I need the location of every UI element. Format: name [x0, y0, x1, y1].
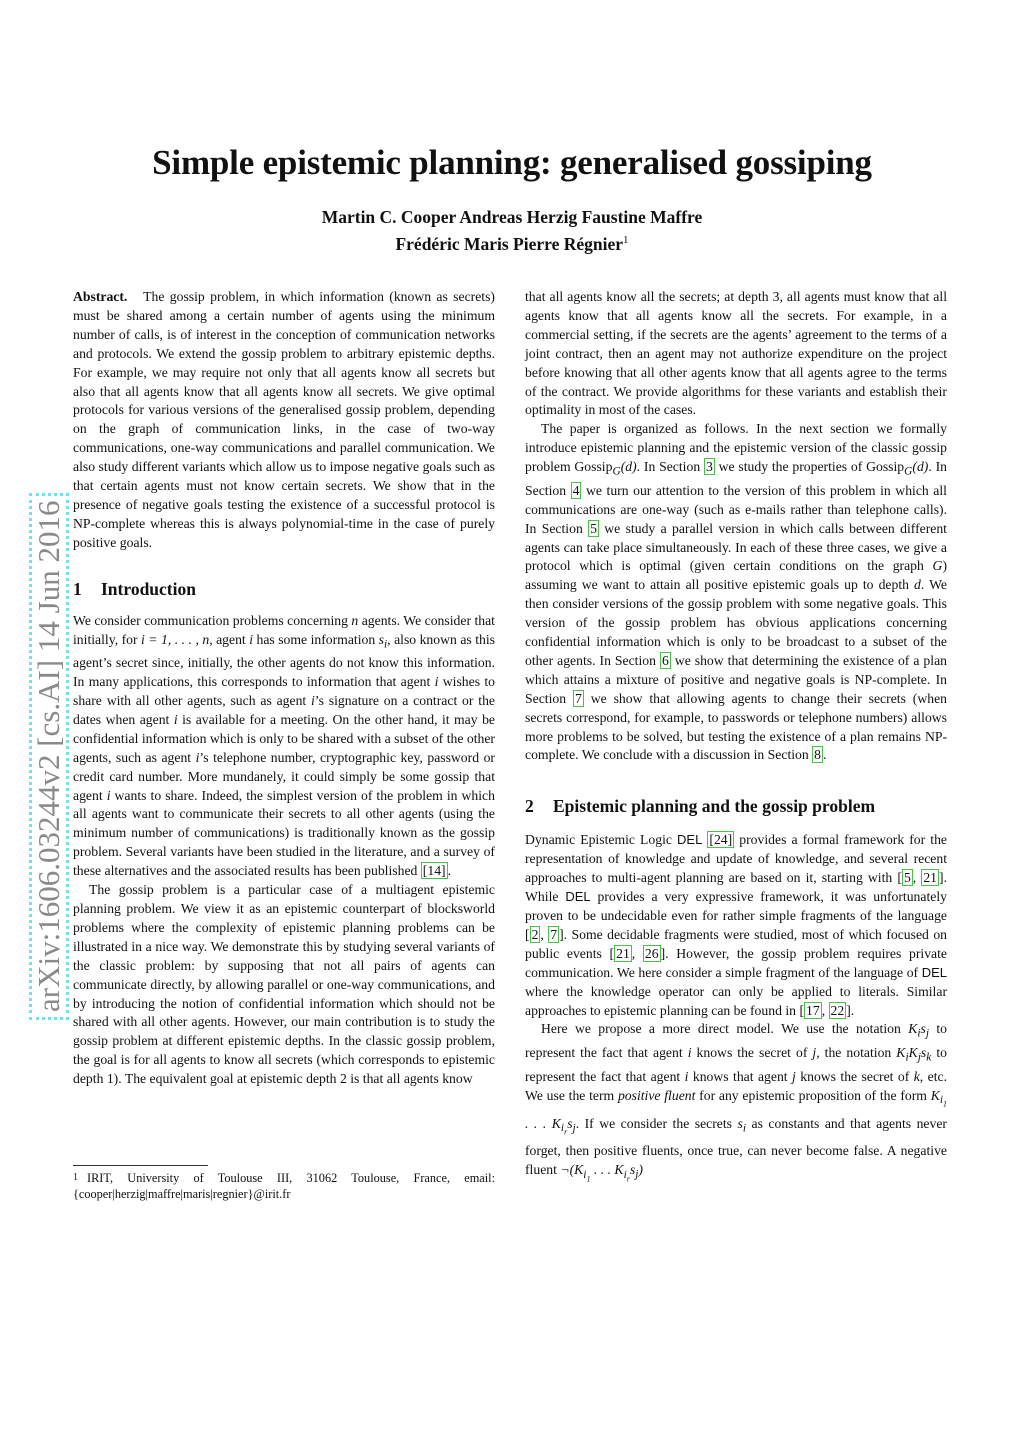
intro-paragraph-1: We consider communication problems concerning n agents. We consider that initially, for i = 1, . . . , n, agent i has some information $s_i$, also known as this agent’s secret since, initially, the other agents do not know this information. In many applications, this corresponds to information that agent i wishes to share with all other agents, such as agent i’s signature on a contract or the dates when agent i is available for a meeting. On the other hand, it may be confidential information which is only to be shared with a subset of the other agents, such as agent i’s telephone number, cryptographic key, password or credit card number. More mundanely, it could simply be some gossip that agent i wants to share. Indeed, the simplest version of the problem in which all agents want to communicate their secrets to all other agents (using the minimum number of communications) is traditionally known as the gossip problem. Several variants have been studied in the literature, and a survey of these alternatives and the associated results has been published [14] .	[73, 612, 495, 879]
abstract: Abstract. The gossip problem, in which information (known as secrets) must be shared among a certain number of agents using the minimum number of calls, is of interest in the conception of communication networks and protocols. We extend the gossip problem to arbitrary epistemic depths. For example, we may require not only that all agents know all secrets but also that all agents know that all agents know all secrets. We give optimal protocols for various versions of the generalised gossip problem, depending on the graph of communication links, in the case of two-way communications, one-way communications and parallel communication. We also study different variants which allow us to impose negative goals such as that certain agents must not know certain secrets. We show that in the presence of negative goals testing the existence of a successful protocol is NP-complete whereas this is always polynomial-time in the case of purely positive goals.	[73, 289, 495, 550]
intro-paragraph-3: that all agents know all the secrets; at depth 3, all agents must know that all agents know that all agents know all the secrets. For example, in a commercial setting, if the secrets are the agents’ agreement to the terms of a joint contract, then an agent may not authorize expenditure on the project before knowing that all other agents know that all agents agree to the terms of the contract. We provide algorithms for these variants and establish their optimality in most of the cases.	[525, 289, 947, 418]
citation-link[interactable]: [14]	[422, 863, 446, 879]
section-link[interactable]: 5	[590, 520, 597, 536]
intro-paragraph-4: The paper is organized as follows. In the next section we formally introduce epistemic planning and the epistemic version of the classic gossip problem Gossip$_G$(d). In Section 3 we study the properties of Gossip$_G$(d). In Section 4 we turn our attention to the version of this problem in which all communications are one-way (such as e-mails rather than telephone calls). In Section 5 we study a parallel version in which calls between different agents can take place simultaneously. In each of these three cases, we give a protocol which is optimal (given certain conditions on the graph G) assuming we want to attain all positive epistemic goals up to depth d. We then consider versions of the gossip problem with some negative goals. This version of the gossip problem has obvious applications concerning confidential information which is only to be broadcast to a subset of the other agents. In Section 6 we show that determining the existence of a plan which attains a mixture of positive and negative goals is NP-complete. In Section 7 we show that allowing agents to change their secrets (when secrets correspond, for example, to passwords or telephone numbers) allows more problems to be solved, but testing the existence of a plan remains NP-complete. We conclude with a discussion in Section 8 .	[525, 421, 947, 763]
author-line-2: Frédéric Maris Pierre Régnier$^1$	[395, 233, 629, 254]
section-link[interactable]: 6	[661, 652, 669, 668]
citation-link[interactable]: 21	[923, 870, 938, 886]
abstract-label: Abstract.	[73, 289, 128, 304]
section-heading-introduction: 1 Introduction	[73, 578, 196, 599]
author-list	[0, 206, 1024, 256]
section2-paragraph-1: Dynamic Epistemic Logic DEL [24] provides a formal framework for the representation of knowledge and update of knowledge, and several recent approaches to multi-agent planning are based on it, starting with [ 5 , 21 ]. While DEL provides a very expressive framework, it was unfortunately proven to be undecidable even for rather simple fragments of the language [ 2 , 7 ]. Some decidable fragments were studied, most of which focused on public events [ 21 , 26 ]. However, the gossip problem requires private communication. We here consider a simple fragment of the language of DEL where the knowledge operator can only be applied to literals. Similar approaches to epistemic planning can be found in [ 17 , 22 ].	[525, 832, 948, 1018]
right-column	[525, 288, 947, 1189]
intro-paragraph-2: The gossip problem is a particular case of a multiagent epistemic planning problem. We view it as an epistemic counterpart of blocksworld problems where the complexity of epistemic planning problems can be illustrated in a nice way. We demonstrate this by studying several variants of the classic problem: by supposing that not all pairs of agents can communicate directly, by allowing parallel or one-way communications, and by introducing the notion of confidential information which should not be shared with all other agents. However, our main contribution is to study the gossip problem at different epistemic depths. In the classic gossip problem, the goal is for all agents to know all secrets (which corresponds to epistemic depth 1). The equivalent goal at epistemic depth 2 is that all agents know	[73, 882, 495, 1087]
section-link[interactable]: 4	[572, 482, 580, 498]
gossip-notation: Gossip$_G$(d)	[574, 459, 637, 478]
citation-link[interactable]: 2	[531, 926, 539, 942]
citation-link[interactable]: 7	[550, 926, 558, 942]
citation-link[interactable]: 22	[830, 1002, 845, 1018]
footnote-rule	[73, 1165, 208, 1166]
author-line-1: Martin C. Cooper Andreas Herzig Faustine Maffre	[321, 207, 703, 227]
section-link[interactable]: 8	[814, 747, 822, 763]
affiliation-mark: 1	[623, 234, 629, 246]
citation-link[interactable]: 17	[806, 1002, 820, 1018]
section2-paragraph-2: Here we propose a more direct model. We use the notation $K_is_j$ to represent the fact that agent i knows the secret of j, the notation $K_iK_js_k$ to represent the fact that agent i knows that agent j knows the secret of k, etc. We use the term positive fluent for any epistemic proposition of the form $K_{i_1}$ . . . $K_{i_r}s_j$. If we consider the secrets $s_i$ as constants and that agents never forget, then positive fluents, once true, can never become false. A negative fluent $\neg(K_{i_1}$ . . . $K_{i_r}s_j$)	[525, 1021, 947, 1184]
footnote: 1 IRIT, University of Toulouse III, 31062 Toulouse, France, email: {cooper|herzig|maffre|maris|regnier}@irit.fr	[73, 1171, 495, 1201]
citation-link[interactable]: 21	[616, 945, 630, 961]
citation-link[interactable]: 26	[644, 945, 659, 961]
left-column	[73, 288, 495, 1089]
citation-link[interactable]: 5	[903, 870, 911, 886]
paper-title: Simple epistemic planning: generalised gossiping	[152, 143, 872, 182]
citation-link[interactable]: [24]	[709, 832, 733, 848]
section-heading-epistemic-planning: 2 Epistemic planning and the gossip problem	[525, 796, 876, 817]
arxiv-stamp[interactable]: arXiv:1606.03244v2 [cs.AI] 14 Jun 2016	[29, 493, 69, 1020]
section-link[interactable]: 3	[705, 459, 713, 475]
section-link[interactable]: 7	[574, 690, 582, 706]
